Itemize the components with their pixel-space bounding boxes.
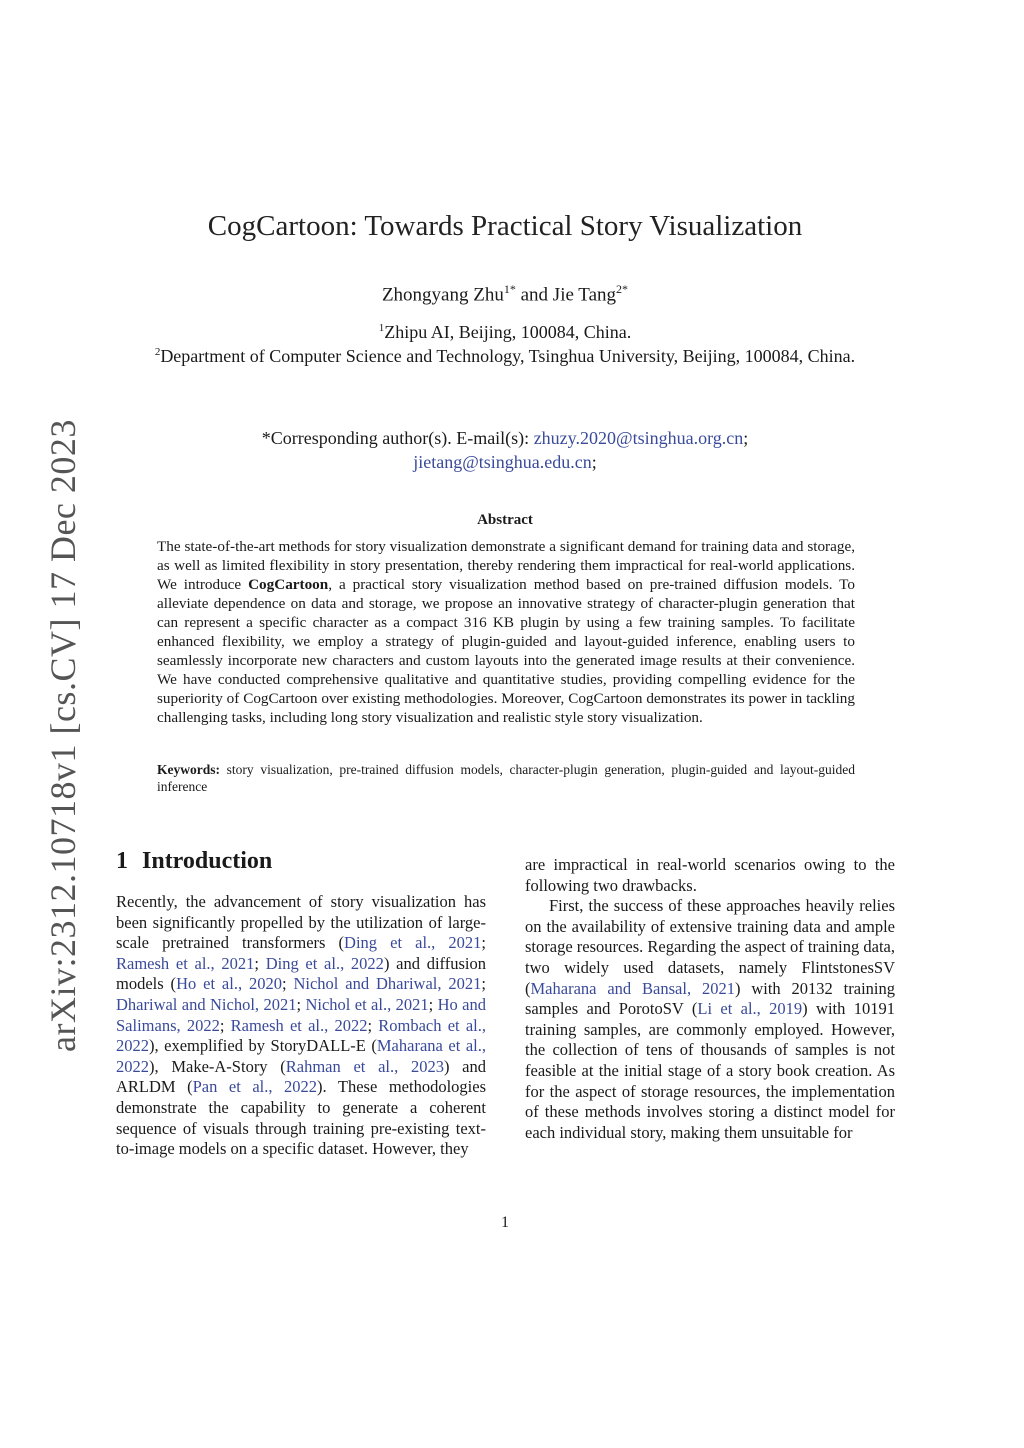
keywords <box>157 761 855 795</box>
citation-link[interactable]: Nichol and Dhariwal, 2021 <box>293 974 482 994</box>
right-column <box>525 855 895 1143</box>
affil-text: Department of Computer Science and Technology, Tsinghua University, Beijing, 100084, China. <box>160 346 856 366</box>
body-text: ) and ARLDM ( <box>116 1056 486 1097</box>
section-heading <box>116 848 272 875</box>
affil-marker: 1 <box>378 322 385 334</box>
arxiv-stamp: arXiv:2312.10718v1 [cs.CV] 17 Dec 2023 <box>43 419 83 1052</box>
affiliation-2 <box>130 340 880 368</box>
abstract-bold: CogCartoon <box>248 576 329 593</box>
body-text: First, the success of these approaches heavily relies on the availability of extensive training data and ample storage resources. Regarding the aspect of training data, two widely used datasets, namely FlintstonesSV ( <box>525 896 895 998</box>
affil-text: Zhipu AI, Beijing, 100084, China. <box>384 322 632 342</box>
citation-link[interactable]: Maharana et al., 2022 <box>116 1036 486 1076</box>
body-text: Recently, the advancement of story visualization has been significantly propelled by the utilization of large-scale pretrained transformers ( <box>116 892 486 953</box>
abstract-text: , a practical story visualization method based on pre-trained diffusion models. To alleviate dependence on data and storage, we propose an innovative strategy of character-plugin generation that can represent a specific character as a compact 316 KB plugin by using a few training samples. To facilitate enhanced flexibility, we employ a strategy of plugin-guided and layout-guided inference, enabling users to seamlessly incorporate new characters and custom layouts into the generated image results at their convenience. We have conducted comprehensive qualitative and quantitative studies, providing compelling evidence for the superiority of CogCartoon over existing methodologies. Moreover, CogCartoon demonstrates its power in tackling challenging tasks, including long story visualization and realistic style story visualization. <box>157 576 855 726</box>
citation-link[interactable]: Rahman et al., 2023 <box>285 1056 444 1076</box>
body-text: ; <box>219 1015 231 1035</box>
citation-link[interactable]: Nichol et al., 2021 <box>305 994 429 1014</box>
section-title: Introduction <box>142 848 273 874</box>
citation-link[interactable]: Ramesh et al., 2021 <box>116 953 255 973</box>
body-text: ), Make-A-Story ( <box>149 1056 286 1076</box>
abstract-body <box>157 537 855 727</box>
body-text: ) with 20132 training samples and PorotoSV ( <box>525 978 895 1019</box>
keywords-text: story visualization, pre-trained diffusion models, character-plugin generation, plugin-guided and layout-guided inference <box>157 762 855 794</box>
author-list <box>110 282 900 306</box>
body-text: ; <box>367 1015 379 1035</box>
citation-link[interactable]: Maharana and Bansal, 2021 <box>530 978 735 998</box>
body-text: ; <box>481 974 486 994</box>
citation-link[interactable]: Pan et al., 2022 <box>192 1077 318 1097</box>
body-text: ; <box>481 933 486 953</box>
body-text: ). These methodologies demonstrate the capability to generate a coherent sequence of visuals through training pre-existing text-to-image models on a specific dataset. However, they <box>116 1077 486 1159</box>
body-text: ; <box>254 953 266 973</box>
body-text: ) and diffusion models ( <box>116 953 486 994</box>
body-text: ), exemplified by StoryDALL-E ( <box>149 1036 377 1056</box>
affil-marker: 2 <box>154 346 161 358</box>
corr-end: ; <box>591 452 597 472</box>
email-link[interactable]: jietang@tsinghua.edu.cn <box>413 452 592 472</box>
citation-link[interactable]: Li et al., 2019 <box>697 999 803 1019</box>
left-column <box>116 892 486 1160</box>
citation-link[interactable]: Ding et al., 2021 <box>344 933 482 953</box>
body-text: ; <box>428 994 438 1014</box>
page-number: 1 <box>501 1214 509 1231</box>
author-name: Zhongyang Zhu <box>381 284 504 306</box>
paragraph <box>116 892 486 1160</box>
paper-title: CogCartoon: Towards Practical Story Visualization <box>207 210 803 242</box>
citation-link[interactable]: Ramesh et al., 2022 <box>230 1015 368 1035</box>
section-number: 1 <box>116 848 128 874</box>
author-name: Jie Tang <box>552 284 617 306</box>
citation-link[interactable]: Rombach et al., 2022 <box>116 1015 486 1056</box>
abstract-text: The state-of-the-art methods for story visualization demonstrate a significant demand for training data and storage, as well as limited flexibility in story presentation, thereby rendering them impractical for real-world applications. We introduce <box>157 538 855 593</box>
author-affil-marker: 1* <box>503 282 516 296</box>
paragraph: are impractical in real-world scenarios owing to the following two drawbacks. <box>525 855 895 895</box>
corr-sep: ; <box>743 428 749 448</box>
citation-link[interactable]: Ho et al., 2020 <box>176 974 282 994</box>
citation-link[interactable]: Ding et al., 2022 <box>265 953 384 973</box>
body-text: ) with 10191 training samples, are commonly employed. However, the collection of tens of thousands of samples is not feasible at the initial stage of a story book creation. As for the aspect of storage resources, the implementation of these methods involves storing a distinct model for each individual story, making them unsuitable for <box>525 999 895 1142</box>
body-text: ; <box>296 994 306 1014</box>
paragraph <box>525 896 895 1143</box>
keywords-label: Keywords: <box>157 762 220 777</box>
abstract-heading: Abstract <box>477 512 533 528</box>
author-affil-marker: 2* <box>616 282 629 296</box>
corr-prefix: *Corresponding author(s). E-mail(s): <box>261 428 534 448</box>
citation-link[interactable]: Dhariwal and Nichol, 2021 <box>116 994 297 1014</box>
author-conjunction: and <box>515 284 553 306</box>
citation-link[interactable]: Ho and Salimans, 2022 <box>116 994 486 1035</box>
email-link[interactable]: zhuzy.2020@tsinghua.org.cn <box>533 428 744 448</box>
corresponding-author <box>150 426 860 474</box>
body-text: ; <box>281 974 294 994</box>
